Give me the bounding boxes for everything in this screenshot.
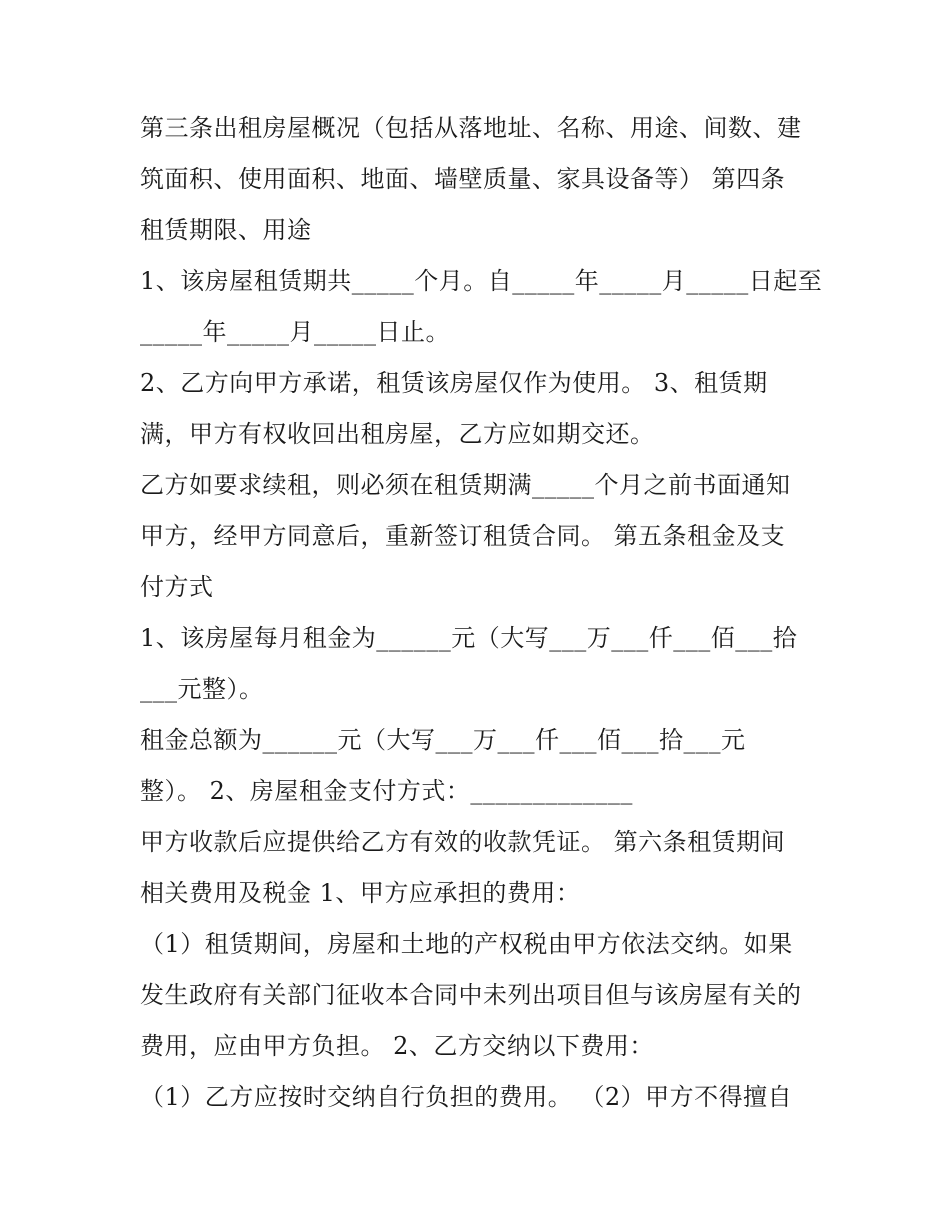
text-line: （1）租赁期间，房屋和土地的产权税由甲方依法交纳。如果: [140, 930, 793, 958]
text-line: 费用，应由甲方负担。 2、乙方交纳以下费用：: [140, 1032, 654, 1060]
text-line: ___元整）。: [140, 675, 264, 703]
text-line: （1）乙方应按时交纳自行负担的费用。 （2）甲方不得擅自: [140, 1083, 793, 1111]
text-line: 租金总额为______元（大写___万___仟___佰___拾___元: [140, 726, 746, 754]
text-line: 1、该房屋租赁期共_____个月。自_____年_____月_____日起至: [140, 267, 823, 295]
text-line: 甲方收款后应提供给乙方有效的收款凭证。 第六条租赁期间: [140, 828, 786, 856]
text-line: 付方式: [140, 573, 214, 601]
text-line: 第三条出租房屋概况（包括从落地址、名称、用途、间数、建: [140, 114, 802, 142]
text-line: 筑面积、使用面积、地面、墙壁质量、家具设备等） 第四条: [140, 165, 786, 193]
text-line: _____年_____月_____日止。: [140, 318, 450, 346]
text-line: 发生政府有关部门征收本合同中未列出项目但与该房屋有关的: [140, 981, 802, 1009]
text-line: 相关费用及税金 1、甲方应承担的费用：: [140, 879, 581, 907]
text-line: 1、该房屋每月租金为______元（大写___万___仟___佰___拾: [140, 624, 798, 652]
text-line: 乙方如要求续租，则必须在租赁期满_____个月之前书面通知: [140, 471, 791, 499]
text-line: 满，甲方有权收回出租房屋，乙方应如期交还。: [140, 420, 655, 448]
text-line: 整）。 2、房屋租金支付方式：_____________: [140, 777, 633, 805]
text-line: 2、乙方向甲方承诺，租赁该房屋仅作为使用。 3、租赁期: [140, 369, 768, 397]
text-line: 甲方，经甲方同意后，重新签订租赁合同。 第五条租金及支: [140, 522, 786, 550]
text-line: 租赁期限、用途: [140, 216, 312, 244]
